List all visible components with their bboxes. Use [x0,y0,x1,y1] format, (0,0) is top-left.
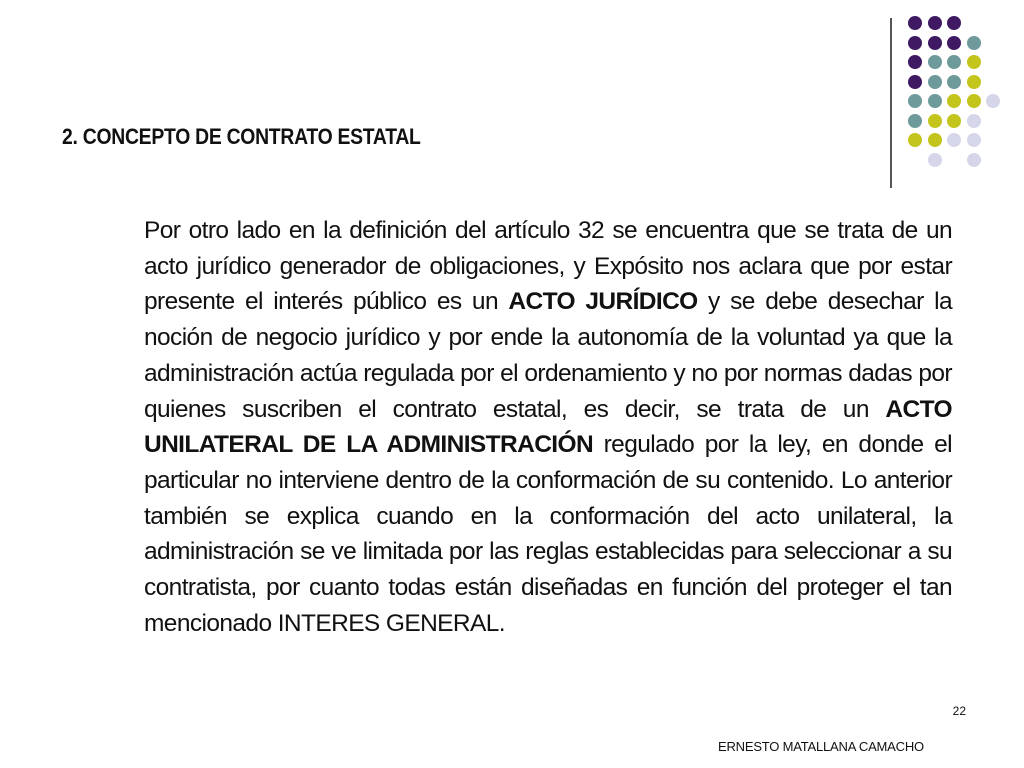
decorative-dot [986,94,1000,108]
decorative-dot [928,153,942,167]
decorative-dot [947,55,961,69]
decorative-dot [947,36,961,50]
vertical-divider [890,18,892,188]
decorative-dot [908,55,922,69]
decorative-dot [947,94,961,108]
decorative-dot [928,75,942,89]
decorative-dot [908,114,922,128]
decorative-dot [908,133,922,147]
body-text-segment: regulado por la ley, en donde el particular no interviene dentro de la conformación de su contenido. Lo anterior también se explica cuando en la conformación del acto unilateral, la administración se ve limitada por las reglas establecidas para seleccionar a su contratista, por cuanto todas están diseñadas en función del proteger el tan mencionado INTERES GENERAL. [144,431,952,637]
decorative-dot [928,55,942,69]
decorative-dot [928,94,942,108]
decorative-dot [967,133,981,147]
decorative-dot [967,114,981,128]
decorative-dot [967,94,981,108]
decorative-dot [928,133,942,147]
decorative-dot [967,55,981,69]
decorative-dot [947,75,961,89]
body-paragraph [144,213,952,641]
page-number: 22 [952,704,966,718]
body-text-segment: y se debe desechar la noción de negocio jurídico y por ende la autonomía de la voluntad ya que la administración actúa regulada por el ordenamiento y no por normas dadas por quienes suscriben el contrato estatal, es decir, se trata de un [144,288,952,423]
decorative-dot [908,36,922,50]
decorative-dot [947,16,961,30]
decorative-dot [967,75,981,89]
body-text-segment: Por otro lado en la definición del artículo 32 se encuentra que se trata de un acto jurídico generador de obligaciones, y Expósito nos aclara que por estar presente el interés público es un [144,217,952,316]
decorative-dot [928,114,942,128]
decorative-dot [967,36,981,50]
decorative-dot [908,16,922,30]
decorative-dot [947,133,961,147]
slide-title: 2. CONCEPTO DE CONTRATO ESTATAL [62,124,421,149]
decorative-dot [967,153,981,167]
decorative-dot [947,114,961,128]
decorative-dot [908,94,922,108]
decorative-dot-grid [908,16,1008,166]
decorative-dot [928,16,942,30]
decorative-dot [908,75,922,89]
body-emphasis: ACTO UNILATERAL DE LA ADMINISTRACIÓN [144,395,952,459]
decorative-dot [928,36,942,50]
author-footer: ERNESTO MATALLANA CAMACHO [718,739,924,754]
body-emphasis: ACTO JURÍDICO [508,288,698,316]
